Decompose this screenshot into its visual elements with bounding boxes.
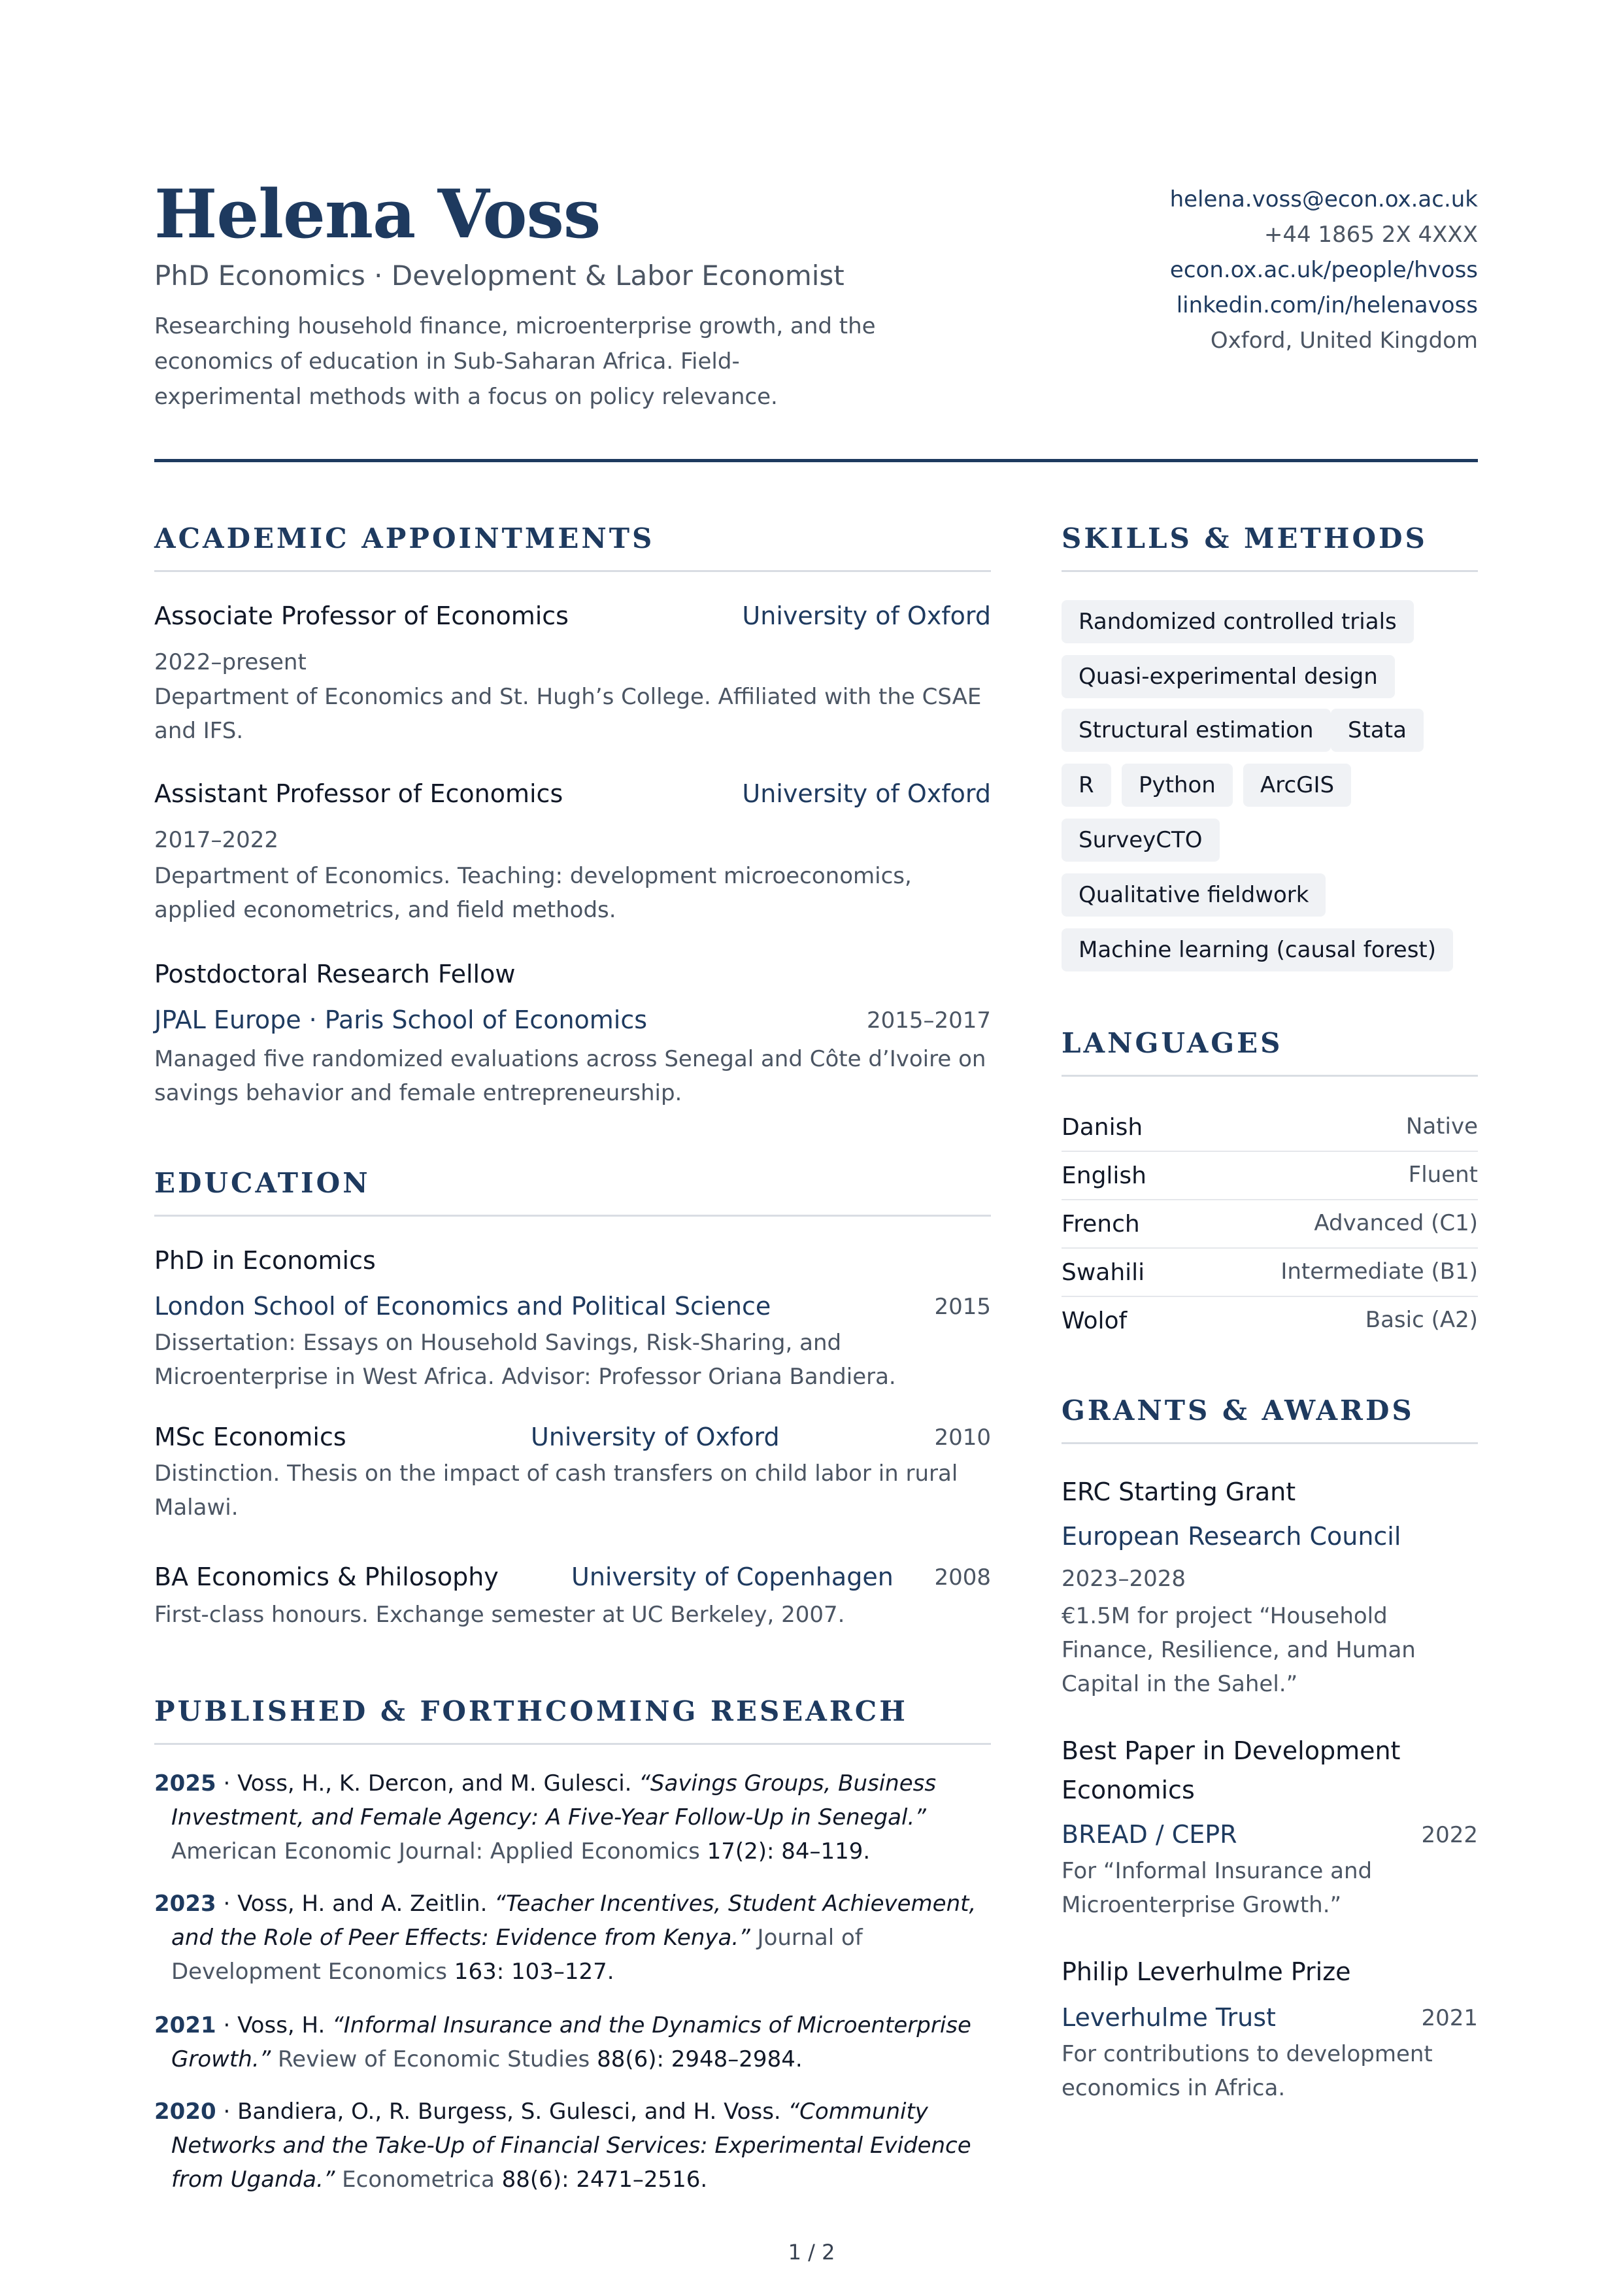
education-degree: PhD in Economics [154, 1246, 376, 1275]
language-name: French [1062, 1211, 1140, 1238]
publication-entry [154, 1766, 991, 1868]
skill-chip: Quasi-experimental design [1062, 655, 1395, 698]
cv-header [154, 175, 1478, 463]
header-divider [154, 459, 1478, 462]
location: Oxford, United Kingdom [1210, 328, 1478, 354]
grant-title: Philip Leverhulme Prize [1062, 1957, 1351, 1986]
publication-volume: 17(2): 84–119. [699, 1838, 871, 1865]
grant-org: European Research Council [1062, 1522, 1401, 1551]
education-degree: MSc Economics [154, 1423, 346, 1451]
section-divider [1062, 1075, 1478, 1077]
education-school: University of Copenhagen [571, 1562, 894, 1591]
section-divider [1062, 570, 1478, 572]
section-divider [1062, 1442, 1478, 1444]
publication-journal: Review of Economic Studies [271, 2046, 590, 2072]
publication-authors: · Voss, H. and A. Zeitlin. [216, 1891, 495, 1917]
section-title-research: PUBLISHED & FORTHCOMING RESEARCH [154, 1695, 908, 1727]
language-name: Danish [1062, 1114, 1143, 1141]
language-row [1062, 1200, 1478, 1249]
language-level: Advanced (C1) [1314, 1210, 1478, 1236]
linkedin-link[interactable]: linkedin.com/in/helenavoss [1176, 292, 1478, 318]
skill-chip: Structural estimation [1062, 709, 1331, 752]
grant-description: €1.5M for project “Household Finance, Resilience, and Human Capital in the Sahel.” [1062, 1603, 1416, 1697]
language-row [1062, 1104, 1478, 1152]
skill-chip: Qualitative fieldwork [1062, 873, 1326, 917]
skill-chip: R [1062, 764, 1111, 807]
grant-title: ERC Starting Grant [1062, 1477, 1296, 1506]
section-divider [154, 1743, 991, 1745]
section-divider [154, 570, 991, 572]
profile-summary: Researching household finance, microenterprise growth, and the economics of education in Sub-Saharan Africa. Field-experimental methods with a focus on policy relevance. [154, 313, 876, 410]
skill-chip: Machine learning (causal forest) [1062, 928, 1453, 971]
publication-entry [154, 1887, 991, 1989]
skill-chip: ArcGIS [1243, 764, 1351, 807]
publication-authors: · Voss, H. [216, 2012, 333, 2038]
appointment-dates: 2022–present [154, 649, 307, 675]
appointment-org: University of Oxford [742, 601, 991, 630]
grant-dates: 2022 [1421, 1822, 1478, 1848]
grant-org: BREAD / CEPR [1062, 1820, 1237, 1849]
section-title-appointments: ACADEMIC APPOINTMENTS [154, 522, 655, 554]
skill-chip: Python [1122, 764, 1233, 807]
appointment-description: Managed five randomized evaluations across Senegal and Côte d’Ivoire on savings behavior and female entrepreneurship. [154, 1046, 986, 1106]
email-link[interactable]: helena.voss@econ.ox.ac.uk [1169, 186, 1478, 212]
publication-entry [154, 2095, 991, 2197]
section-title-grants: GRANTS & AWARDS [1062, 1394, 1414, 1427]
language-name: English [1062, 1162, 1146, 1189]
section-title-education: EDUCATION [154, 1167, 371, 1199]
education-year: 2008 [934, 1564, 991, 1591]
section-title-skills: SKILLS & METHODS [1062, 522, 1428, 554]
page-number: 1 / 2 [788, 2240, 835, 2265]
grant-dates: 2023–2028 [1062, 1566, 1186, 1592]
publication-year: 2020 [154, 2099, 216, 2125]
appointment-description: Department of Economics. Teaching: development microeconomics, applied econometrics, and field methods. [154, 863, 912, 923]
grant-description: For “Informal Insurance and Microenterprise Growth.” [1062, 1858, 1373, 1918]
language-level: Fluent [1408, 1162, 1478, 1188]
publication-title: “Informal Insurance and the Dynamics of Microenterprise Growth.” [171, 2012, 971, 2072]
section-title-languages: LANGUAGES [1062, 1027, 1283, 1059]
grant-description: For contributions to development economics in Africa. [1062, 2041, 1433, 2101]
education-description: Distinction. Thesis on the impact of cash transfers on child labor in rural Malawi. [154, 1460, 958, 1521]
grant-dates: 2021 [1421, 2005, 1478, 2031]
appointment-description: Department of Economics and St. Hugh’s College. Affiliated with the CSAE and IFS. [154, 684, 982, 744]
education-year: 2010 [934, 1425, 991, 1451]
education-school: London School of Economics and Political Science [154, 1292, 771, 1321]
publication-title: “Savings Groups, Business Investment, and Female Agency: A Five-Year Follow-Up in Senegal.” [171, 1770, 937, 1831]
grant-title: Best Paper in Development Economics [1062, 1736, 1401, 1804]
language-row [1062, 1297, 1478, 1345]
language-level: Basic (A2) [1365, 1307, 1478, 1333]
education-degree: BA Economics & Philosophy [154, 1562, 499, 1591]
phone-number: +44 1865 2X 4XXX [1263, 222, 1478, 248]
appointment-title: Associate Professor of Economics [154, 601, 569, 630]
language-level: Native [1405, 1113, 1478, 1140]
publication-title: “Community Networks and the Take-Up of Financial Services: Experimental Evidence from Uganda.” [171, 2099, 971, 2193]
publication-journal: American Economic Journal: Applied Economics [171, 1838, 700, 1865]
appointment-dates: 2017–2022 [154, 827, 279, 853]
publication-year: 2025 [154, 1770, 216, 1797]
website-link[interactable]: econ.ox.ac.uk/people/hvoss [1169, 257, 1478, 283]
education-school: University of Oxford [531, 1423, 780, 1451]
publication-year: 2021 [154, 2012, 216, 2038]
appointment-dates: 2015–2017 [866, 1007, 991, 1034]
language-row [1062, 1152, 1478, 1200]
contact-block [1170, 182, 1478, 358]
publication-journal: Econometrica [335, 2167, 495, 2193]
publication-volume: 88(6): 2948–2984. [590, 2046, 803, 2072]
publication-volume: 88(6): 2471–2516. [494, 2167, 708, 2193]
person-name: Helena Voss [154, 175, 601, 254]
appointment-org: University of Oxford [742, 779, 991, 808]
education-description: Dissertation: Essays on Household Savings, Risk-Sharing, and Microenterprise in West Africa. Advisor: Professor Oriana Bandiera. [154, 1330, 896, 1390]
publication-journal: Journal of Development Economics [171, 1925, 863, 1985]
education-year: 2015 [934, 1294, 991, 1320]
publication-authors: · Voss, H., K. Dercon, and M. Gulesci. [216, 1770, 639, 1797]
publication-authors: · Bandiera, O., R. Burgess, S. Gulesci, and H. Voss. [216, 2099, 788, 2125]
skill-chip: Randomized controlled trials [1062, 600, 1414, 643]
publication-year: 2023 [154, 1891, 216, 1917]
appointment-title: Assistant Professor of Economics [154, 779, 563, 808]
language-name: Swahili [1062, 1259, 1145, 1286]
appointment-title: Postdoctoral Research Fellow [154, 960, 516, 988]
skill-chip: SurveyCTO [1062, 819, 1220, 862]
language-level: Intermediate (B1) [1280, 1258, 1478, 1285]
publication-entry [154, 2008, 991, 2076]
section-divider [154, 1215, 991, 1217]
language-row [1062, 1249, 1478, 1297]
appointment-org: JPAL Europe · Paris School of Economics [154, 1005, 648, 1034]
skill-chip: Stata [1331, 709, 1424, 752]
language-name: Wolof [1062, 1308, 1128, 1334]
person-tagline: PhD Economics · Development & Labor Economist [154, 260, 845, 292]
publication-title: “Teacher Incentives, Student Achievement, and the Role of Peer Effects: Evidence from Kenya.” [171, 1891, 977, 1951]
education-description: First-class honours. Exchange semester at UC Berkeley, 2007. [154, 1602, 845, 1628]
grant-org: Leverhulme Trust [1062, 2003, 1276, 2032]
publication-volume: 163: 103–127. [447, 1959, 614, 1985]
